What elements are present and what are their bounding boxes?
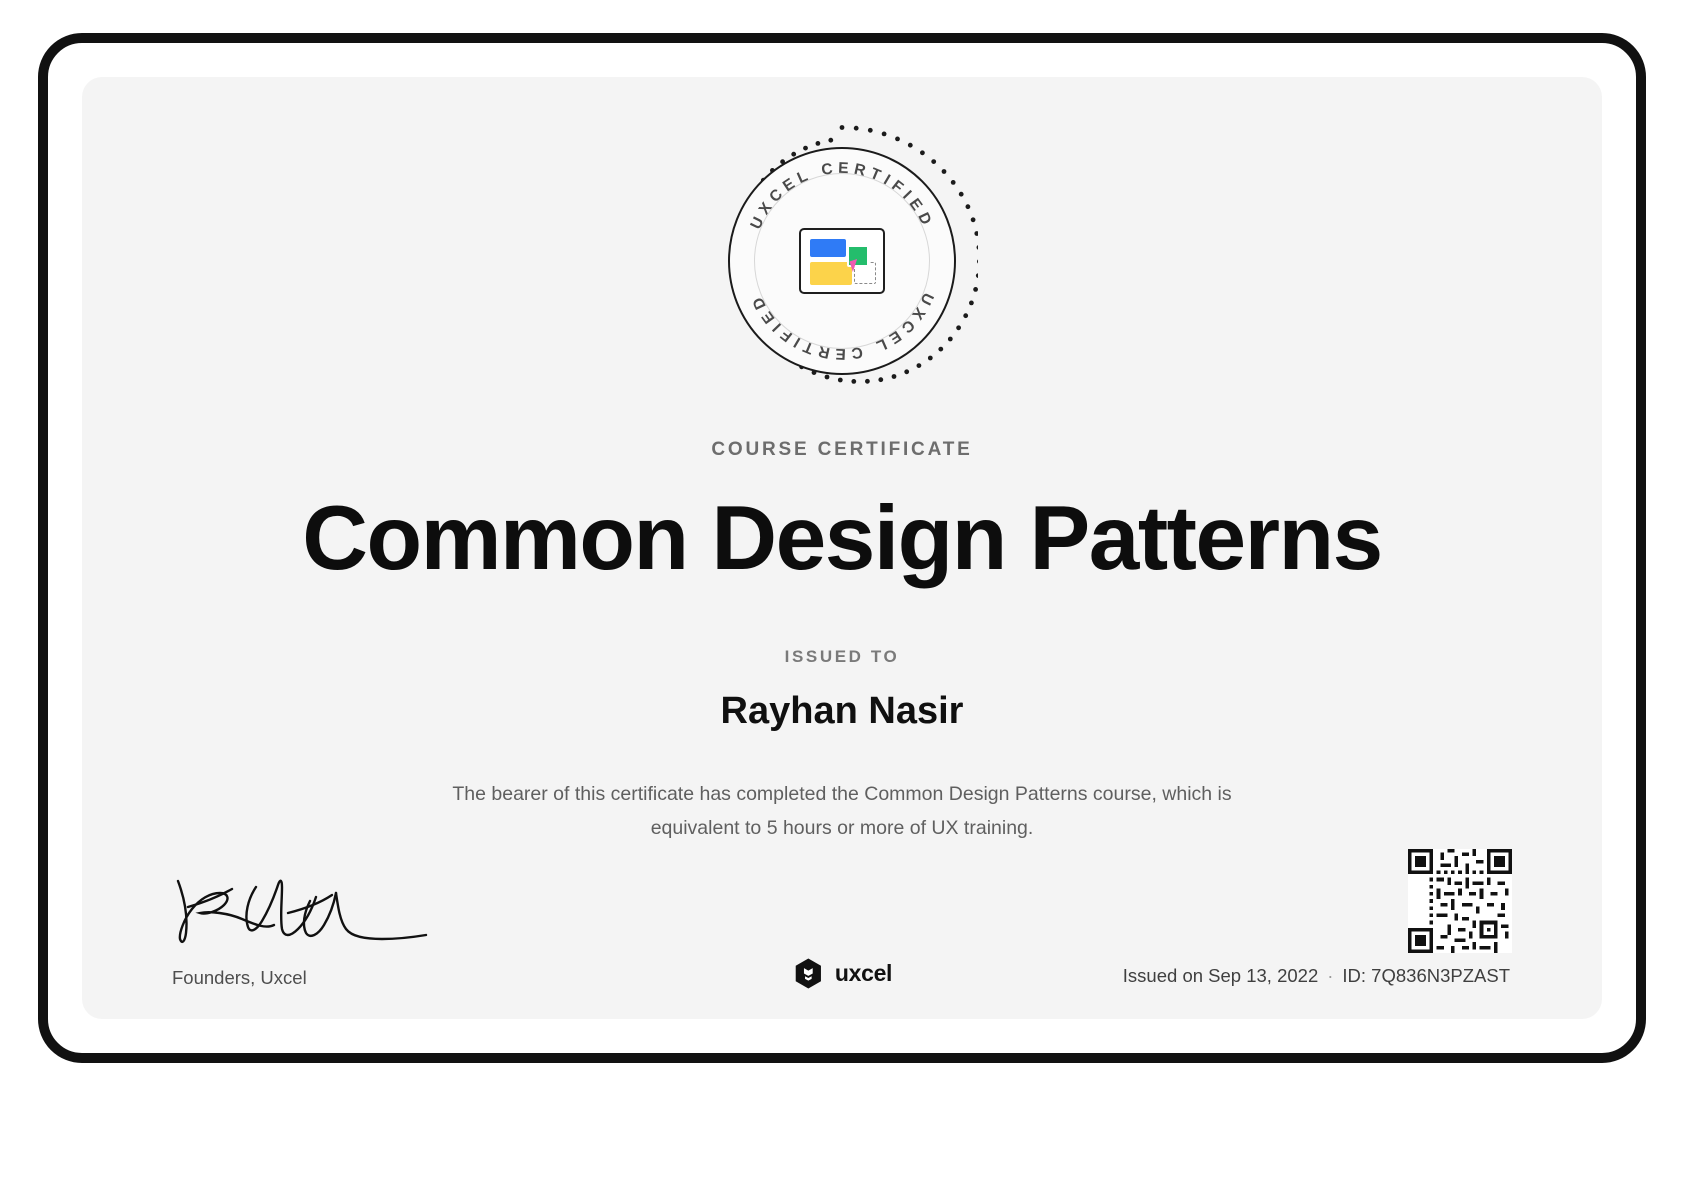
seal-text-bottom: UXCEL CERTIFIED [747, 290, 937, 363]
svg-text:UXCEL CERTIFIED [747, 290, 936, 362]
brand-logo [792, 957, 892, 990]
seal-icon-yellow-block [810, 262, 852, 285]
founders-label: Founders, Uxcel [172, 967, 307, 988]
certificate-id: ID: 7Q836N3PZAST [1342, 965, 1510, 986]
recipient-name: Rayhan Nasir [720, 690, 964, 732]
course-title: Common Design Patterns [302, 488, 1382, 589]
seal-icon-blue-block [810, 239, 846, 257]
verification-qr-code[interactable] [1408, 849, 1512, 953]
certificate-kicker: COURSE CERTIFICATE [711, 439, 973, 460]
issued-on-date: Issued on Sep 13, 2022 [1122, 965, 1319, 986]
certificate-body [82, 77, 1602, 1019]
certificate-description: The bearer of this certificate has completed the Common Design Patterns course, which is equivalent to 5 hours or more of UX training. [452, 783, 1232, 840]
separator-dot: · [1327, 965, 1334, 986]
issue-info [1123, 965, 1510, 987]
uxcel-hexagon-icon [792, 957, 825, 990]
certificate-frame [38, 33, 1646, 1063]
brand-name: uxcel [834, 960, 893, 986]
certification-seal [706, 125, 978, 397]
issued-to-label: ISSUED TO [784, 647, 900, 666]
founders-signature [170, 867, 470, 957]
svg-text:UXCEL CERTIFIED [747, 160, 936, 232]
seal-text-top: UXCEL CERTIFIED [747, 159, 937, 232]
seal-product-icon [799, 228, 885, 294]
